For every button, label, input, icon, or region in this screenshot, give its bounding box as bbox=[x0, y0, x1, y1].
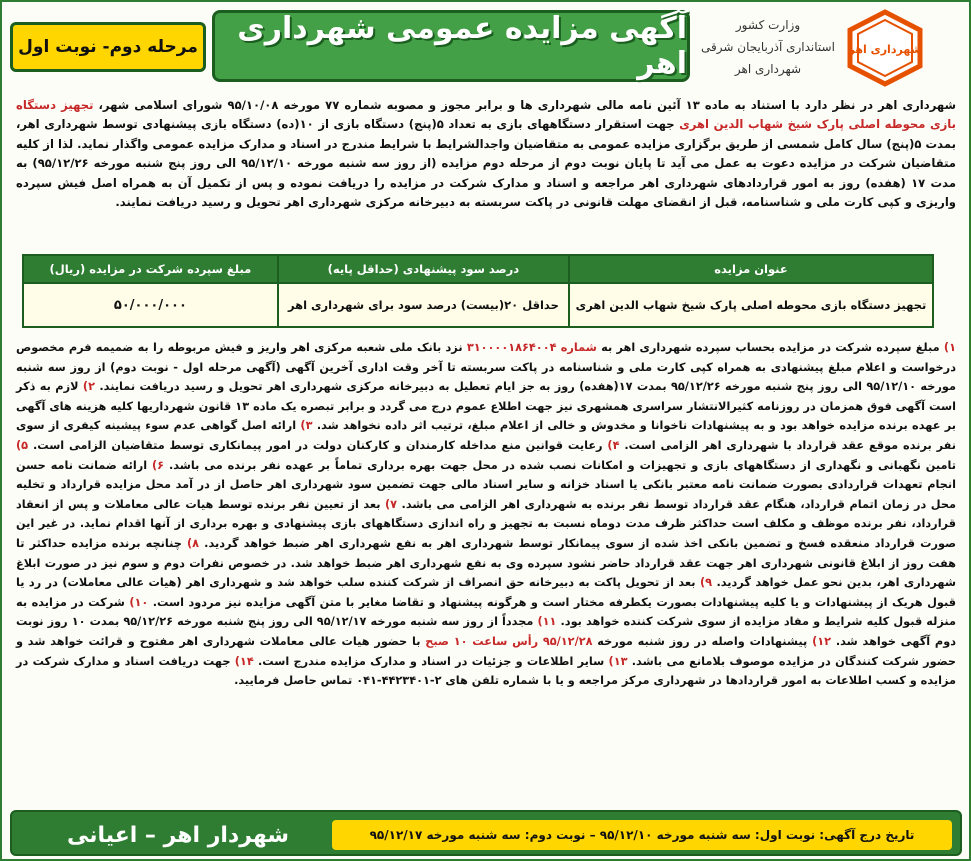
account-number: شماره ۳۱۰۰۰۰۱۸۶۴۰۰۴ bbox=[466, 341, 597, 354]
stage-badge: مرحله دوم- نوبت اول bbox=[10, 22, 206, 72]
publish-dates: تاریخ درج آگهی: نوبت اول: سه شنبه مورخه ۹۵/۱۲/۱۰ – نوبت دوم: سه شنبه مورخه ۹۵/۱۲/۱۷ bbox=[332, 820, 952, 850]
condition-4: رعایت قوانین منع مداخله کارمندان و کارکنان دولت در امور پیمانکاری توسط متقاضیان الزامی است. bbox=[32, 438, 603, 452]
condition-number: ۱۳) bbox=[608, 654, 628, 668]
condition-number: ۱۱) bbox=[537, 615, 557, 629]
condition-number: ۹) bbox=[699, 576, 713, 590]
condition-7: بعد از تعیین نفر برنده توسط هیات عالی معاملات و پس از انعقاد قرارداد، نفر برنده موظف و مکلف است حداکثر ظرف مدت دوماه نسبت به تجهیز و راه اندازی دستگاههای بازی پیشنهادی و بهره برداری از آنها اقدام نماید. در غیر این صورت قرارداد منعقده فسخ و تضمین بانکی اخذ شده از سوی پیمانکار توسط شهرداری اهر به نفع شهرداری اهر ضبط خواهد گردید. bbox=[16, 497, 957, 550]
condition-14: جهت دریافت اسناد و مدارک شرکت در مزایده و کسب اطلاعات به امور قراردادها در شهرداری مرکز مراجعه و یا با شماره تلفن های ۲-۴۴۲۳۴۰۱-۰۴۱ تماس حاصل فرمایید. bbox=[16, 654, 956, 688]
intro-text: شهرداری اهر در نظر دارد با استناد به ماده ۱۳ آئین نامه مالی شهرداری ها و برابر مجوز و مصوبه شماره ۷۷ مورخه ۹۵/۱۰/۰۸ شورای اسلامی شهر، bbox=[93, 98, 956, 112]
condition-number: ۱) bbox=[943, 341, 956, 354]
condition-13: سایر اطلاعات و جزئیات در اسناد و مدارک مزایده مندرج است. bbox=[258, 654, 605, 668]
ministry-line: وزارت کشور bbox=[735, 18, 801, 32]
intro-text: جهت استقرار دستگاههای بازی به تعداد ۵(پنج) دستگاه بازی از ۱۰(ده) دستگاه بازی پیشنهادی توسط شهرداری اهر، بمدت ۵(پنج) سال کامل شمسی از طریق برگزاری مزایده عمومی به متقاضیان واجدالشرایط با شرایط مندرج در اسناد و مدارک مزایده عمومی واگذار نماید. لذا از کلیه متقاضیان شرکت در مزایده دعوت به عمل می آید تا پایان نوبت دوم از مرحله دوم مزایده (از روز سه شنبه مورخه ۹۵/۱۲/۱۰ الی روز پنج شنبه مورخه ۹۵/۱۲/۲۶) به مدت ۱۷ (هفده) روز به امور قراردادهای شهرداری اهر مراجعه و اسناد و مدارک شرکت در مزایده را دریافت نموده و پس از تکمیل آن به همراه اصل فیش سپرده واریزی و کپی کارت ملی و شناسنامه، قبل از انقضای مهلت قانونی در پاکت سربسته به دبیرخانه مرکزی شهرداری اهر تحویل و رسید دریافت نمایند. bbox=[16, 117, 957, 210]
footer bbox=[10, 810, 962, 856]
table-cell-deposit: ۵۰/۰۰۰/۰۰۰ bbox=[23, 283, 278, 327]
page-title: آگهی مزایده عمومی شهرداری اهر bbox=[212, 10, 690, 82]
condition-9: بعد از تحویل پاکت به دبیرخانه حق انصراف از شرکت کننده سلب خواهد شد و شهرداری اهر (هیات عالی معاملات) در رد یا قبول هریک از پیشنهادات و یا کلیه پیشنهادات بصورت یکطرفه مختار است و هرگونه پیشنهاد و تقاضا مغایر با متن آگهی مزایده نیز مردود است. bbox=[16, 576, 956, 609]
condition-1: نزد بانک ملی شعبه مرکزی اهر واریز و فیش مربوطه را به ضمیمه فرم مخصوص درخواست و اعلام مبلغ پیشنهادی به همراه کپی کارت ملی و شناسنامه در پاکت سربسته تا آخر وقت اداری آخرین آگهی (آگهی مرحله اول - نوبت دوم) از روز سه شنبه مورخه ۹۵/۱۲/۱۰ الی روز پنج شنبه مورخه ۹۵/۱۲/۲۶ بمدت ۱۷(هفده) روز به جز ایام تعطیل به دبیرخانه مرکزی شهرداری اهر تحویل و رسید دریافت نمایند. bbox=[16, 341, 957, 394]
opening-time: ۹۵/۱۲/۲۸ رأس ساعت ۱۰ صبح bbox=[425, 634, 593, 648]
table-header: درصد سود پیشنهادی (حداقل پایه) bbox=[278, 255, 569, 283]
municipality-logo-icon bbox=[844, 8, 926, 88]
ministry-line: شهرداری اهر bbox=[734, 62, 802, 76]
condition-number: ۱۲) bbox=[812, 634, 832, 648]
auction-table bbox=[22, 254, 934, 328]
condition-number: ۱۰) bbox=[129, 595, 149, 609]
mayor-signature: شهردار اهر – اعیانی bbox=[66, 822, 290, 848]
condition-1: مبلغ سپرده شرکت در مزایده بحساب سپرده شهرداری اهر به bbox=[596, 341, 940, 354]
logo-text: شهرداری اهر bbox=[848, 43, 922, 56]
condition-number: ۳) bbox=[300, 419, 313, 433]
condition-11: مجدداً از روز سه شنبه مورخه ۹۵/۱۲/۱۷ الی روز پنج شنبه مورخه ۹۵/۱۲/۲۶ بمدت ۱۰ روز نوبت دوم آگهی خواهد شد. bbox=[16, 615, 957, 648]
condition-12: پیشنهادات واصله در روز شنبه مورخه bbox=[592, 634, 808, 648]
condition-12: با حضور هیات عالی معاملات شهرداری اهر مفتوح و قرائت خواهد شد و حضور شرکت کنندگان در مزایده موصوف بلامانع می باشد. bbox=[16, 634, 956, 668]
condition-number: ۲) bbox=[82, 380, 95, 394]
condition-2: لازم به ذکر است آگهی فوق همزمان در روزنامه کثیرالانتشار سراسری همشهری نیز جهت اطلاع عموم درج می گردد و برابر تبصره یک ماده ۱۳ قانون شهرداریها کلیه هزینه های آگهی بر عهده برنده مزایده خواهد بود و به پیشنهادات ناخوانا و مخدوش و خالی از اعلام مبلغ، ترتیب اثر داده نخواهد شد. bbox=[16, 380, 957, 433]
condition-3: ارائه اصل گواهی عدم سوء پیشینه کیفری از سوی نفر برنده موقع عقد قرارداد با شهرداری اهر الزامی است. bbox=[16, 419, 956, 452]
table-cell-title: تجهیز دستگاه بازی محوطه اصلی پارک شیخ شهاب الدین اهری bbox=[569, 283, 933, 327]
intro-paragraph bbox=[16, 96, 956, 212]
ministry-line: استانداری آذربایجان شرقی bbox=[701, 40, 835, 54]
condition-6: ارائه ضمانت نامه حسن انجام تعهدات قراردادی بصورت ضمانت نامه معتبر بانکی یا اسناد خزانه و سایر اسناد مالی جهت تضمین سود شهرداری اهر حاصل از در آمد محل مزایده قرارداد و تخلیه محل در زمان اتمام قرارداد، هنگام عقد قرارداد توسط نفر برنده به شهرداری اهر الزامی می باشد. bbox=[16, 458, 957, 511]
table-cell-profit: حداقل ۲۰(بیست) درصد سود برای شهرداری اهر bbox=[278, 283, 569, 327]
condition-5: تامین نگهبانی و نگهداری از دستگاههای بازی و تجهیزات و امکانات نصب شده در محل جهت بهره برداری تماماً بر عهده نفر برنده می باشد. bbox=[168, 458, 956, 472]
table-header: عنوان مزایده bbox=[569, 255, 933, 283]
condition-number: ۶) bbox=[152, 458, 165, 472]
condition-number: ۷) bbox=[384, 497, 398, 511]
table-header: مبلغ سپرده شرکت در مزایده (ریال) bbox=[23, 255, 278, 283]
conditions-text bbox=[16, 338, 956, 691]
condition-number: ۱۴) bbox=[234, 654, 254, 668]
condition-10: شرکت در مزایده به منزله قبول کلیه شرایط و مفاد مزایده از سوی شرکت کننده خواهد بود. bbox=[16, 595, 957, 629]
header bbox=[2, 2, 969, 94]
table-header-row bbox=[23, 255, 933, 283]
condition-number: ۵) bbox=[16, 438, 29, 452]
intro-highlight: تجهیز دستگاه بازی محوطه اصلی پارک شیخ شهاب الدین اهری bbox=[16, 98, 956, 132]
ministry-block bbox=[698, 14, 838, 84]
table-row bbox=[23, 283, 933, 327]
condition-8: چنانچه برنده مزایده حداکثر تا هفت روز از ابلاغ قانونی شهرداری اهر جهت عقد قرارداد حاضر نشود سپرده وی به نفع شهرداری اهر ضبط خواهد شد. در خصوص نفرات دوم و سوم نیز در صورت ابلاغ شهرداری اهر، بدین نحو عمل خواهد گردید. bbox=[16, 536, 956, 590]
condition-number: ۸) bbox=[186, 536, 200, 550]
condition-number: ۴) bbox=[607, 438, 620, 452]
